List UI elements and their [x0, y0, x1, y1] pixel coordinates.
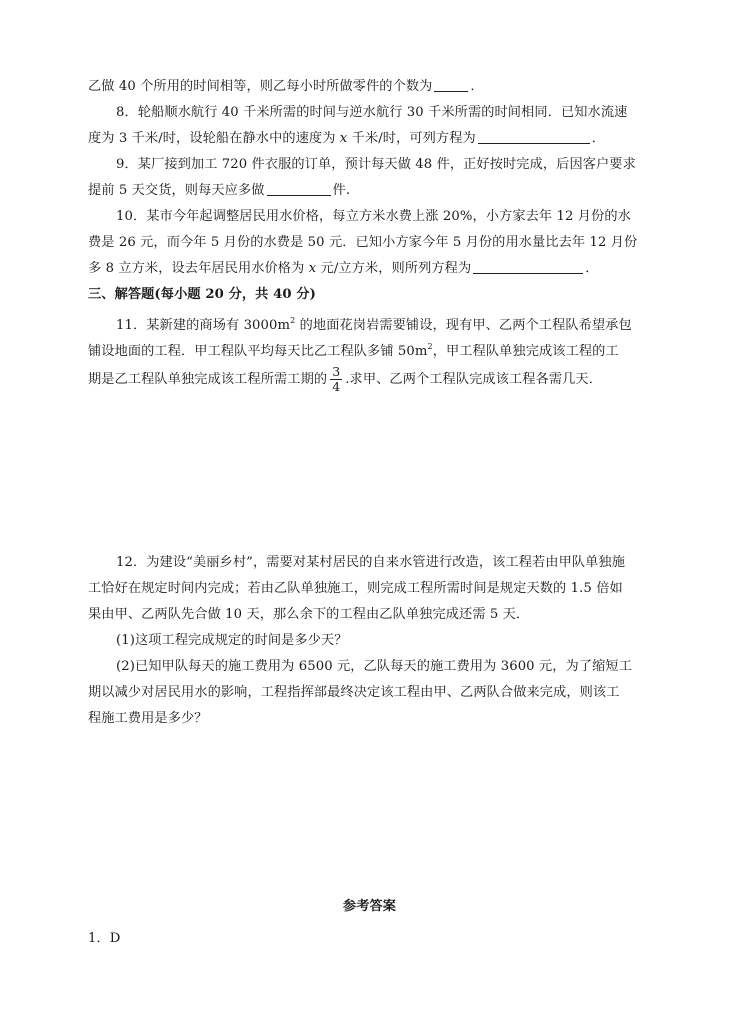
q12-line-3: 果由甲、乙两队先合做 10 天，那么余下的工程由乙队单独完成还需 5 天． [88, 607, 530, 622]
q8-text-end: ． [591, 131, 606, 146]
q10-line-2: 费是 26 元，而今年 5 月份的水费是 50 元．已知小方家今年 5 月份的用水量比去年 12 月份 [88, 235, 638, 250]
q8-line-2 [88, 126, 651, 152]
q8-variable: x [339, 131, 348, 146]
q12-sub-2-line-1: (2)已知甲队每天的施工费用为 6500 元，乙队每天的施工费用为 3600 元，为了缩短工 [116, 659, 632, 674]
q9-answer-blank[interactable] [267, 181, 331, 196]
q10-answer-blank[interactable] [473, 259, 583, 274]
q7-answer-blank[interactable] [434, 77, 468, 92]
q11-text-d: ，甲工程队单独完成该工程的工 [432, 344, 619, 359]
q8-line-1: 8．轮船顺水航行 40 千米所需的时间与逆水航行 30 千米所需的时间相同．已知水流速 [116, 105, 628, 120]
q9-line-2 [88, 178, 651, 204]
q10-line-3 [88, 256, 651, 282]
q11-fraction [330, 365, 342, 394]
q11-superscript-1: 2 [290, 316, 296, 325]
q10-line-1: 10．某市今年起调整居民用水价格，每立方米水费上涨 20%，小方家去年 12 月份的水 [116, 209, 631, 224]
section-3-heading: 三、解答题(每小题 20 分，共 40 分) [88, 287, 316, 302]
q7-tail-line [88, 74, 651, 100]
q9-line-1: 9．某厂接到加工 720 件衣服的订单，预计每天做 48 件，正好按时完成，后因客户要求 [116, 157, 636, 172]
q10-text-end: ． [585, 261, 599, 276]
answers-title: 参考答案 [342, 899, 397, 914]
q10-text-b: 元/立方米，则所列方程为 [316, 261, 472, 276]
q12-sub-2-line-2: 期以减少对居民用水的影响，工程指挥部最终决定该工程由甲、乙两队合做来完成，则该工 [88, 685, 620, 700]
q12-sub-1: (1)这项工程完成规定的时间是多少天？ [116, 633, 348, 648]
q12-line-1: 12．为建设“美丽乡村”，需要对某村居民的自来水管进行改造，该工程若由甲队单独施 [116, 555, 626, 570]
q11-text-c: 铺设地面的工程．甲工程队平均每天比乙工程队多铺 50m [88, 344, 428, 359]
q11-line-1 [88, 308, 651, 334]
q12-answer-space[interactable] [88, 732, 651, 894]
q8-text-a: 度为 3 千米/时，设轮船在静水中的速度为 [88, 131, 340, 146]
q12-sub-2-line-3: 程施工费用是多少？ [88, 711, 208, 726]
q11-line-3 [88, 360, 651, 400]
q11-text-f: .求甲、乙两个工程队完成该工程各需几天． [345, 372, 603, 387]
answer-1: 1．D [88, 931, 121, 946]
q11-text-a: 11．某新建的商场有 3000m [116, 318, 291, 333]
q8-answer-blank[interactable] [478, 129, 590, 144]
q11-fraction-numerator: 3 [332, 364, 341, 379]
q9-text-a: 提前 5 天交货，则每天应多做 [88, 183, 265, 198]
q11-line-2 [88, 334, 651, 360]
q7-tail-text: 乙做 40 个所用的时间相等，则乙每小时所做零件的个数为 [88, 79, 433, 94]
q9-text-end: 件. [332, 183, 351, 198]
q8-text-b: 千米/时，可列方程为 [347, 131, 476, 146]
q10-text-a: 多 8 立方米，设去年居民用水价格为 [88, 261, 309, 276]
q10-variable: x [308, 261, 317, 276]
q11-text-e: 期是乙工程队单独完成该工程所需工期的 [88, 372, 328, 387]
q7-tail-end: ． [470, 79, 484, 94]
q11-superscript-2: 2 [427, 342, 433, 351]
q12-line-2: 工恰好在规定时间内完成；若由乙队单独施工，则完成工程所需时间是规定天数的 1.5 倍如 [88, 581, 623, 596]
q11-answer-space[interactable] [88, 400, 651, 550]
q11-text-b: 的地面花岗岩需要铺设，现有甲、乙两个工程队希望承包 [295, 318, 632, 333]
q11-fraction-denominator: 4 [332, 379, 341, 394]
